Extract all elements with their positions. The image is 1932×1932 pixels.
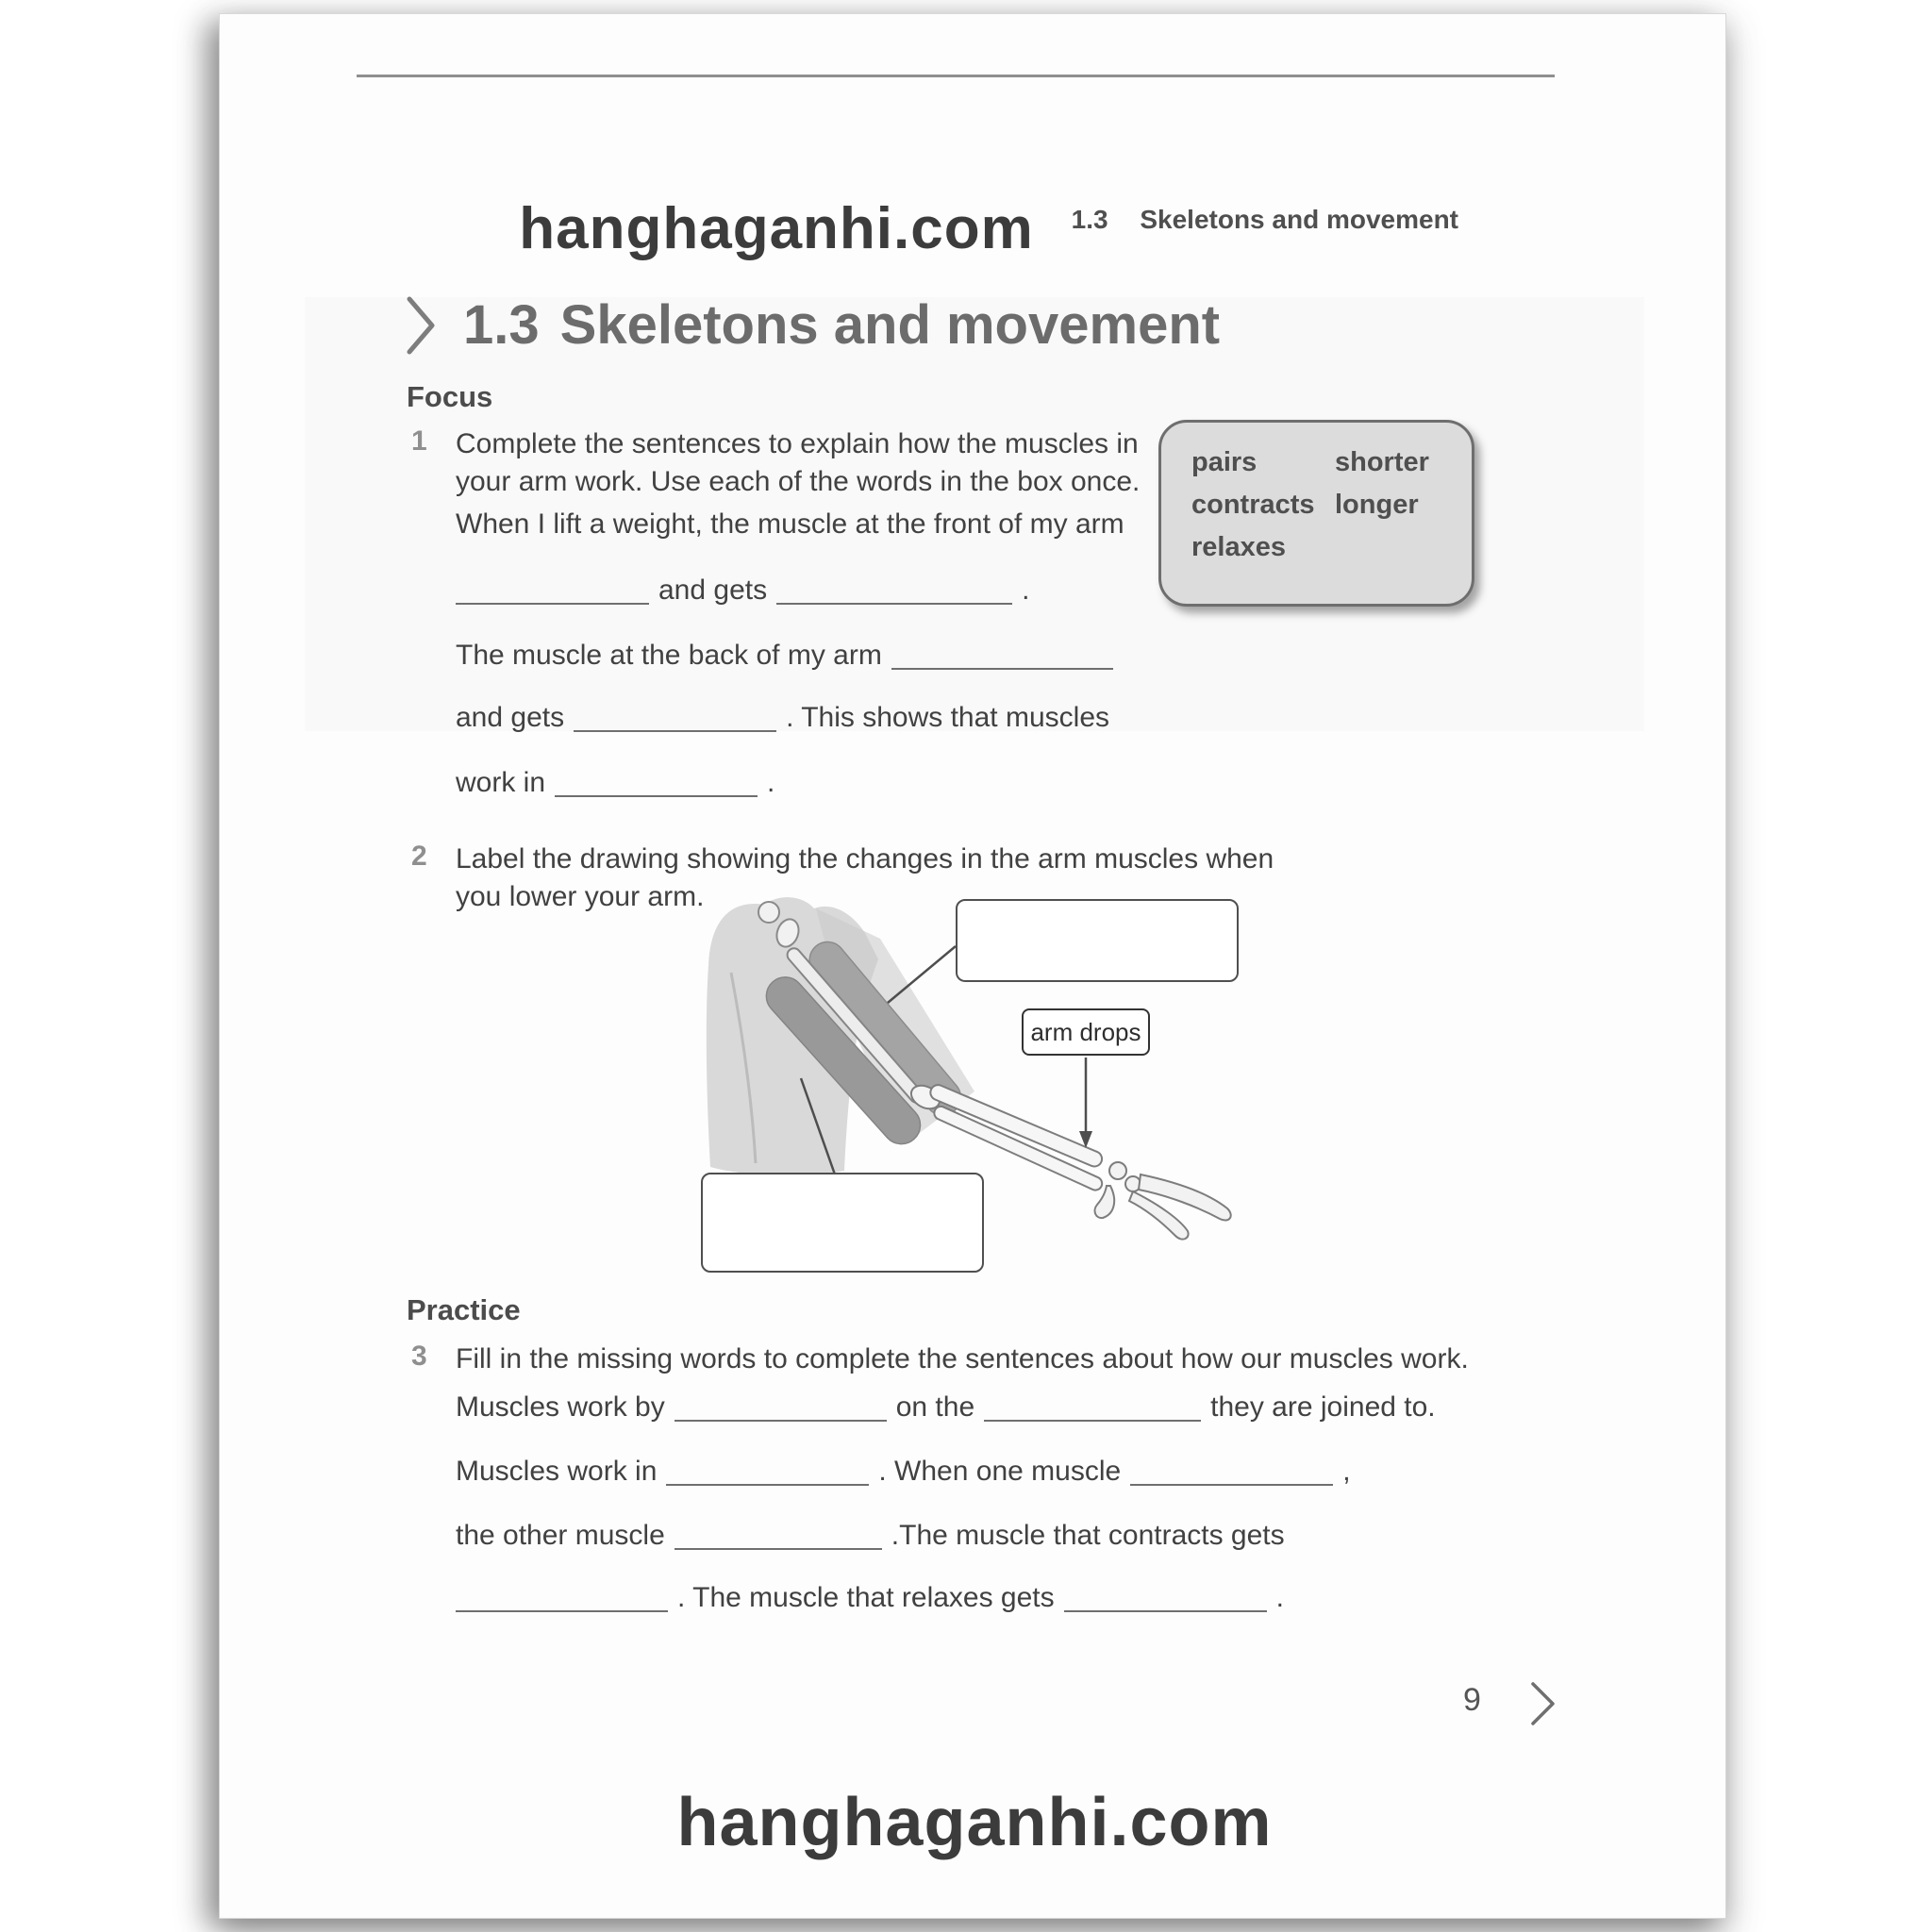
chevron-right-icon	[1529, 1680, 1557, 1727]
q3-s4-text: . The muscle that relaxes gets	[677, 1582, 1055, 1613]
answer-blank[interactable]	[1130, 1456, 1333, 1486]
q1-sentence-4-start: and gets	[456, 702, 565, 733]
wrist-bone	[1109, 1162, 1126, 1179]
answer-blank[interactable]	[675, 1391, 887, 1422]
running-head-title: Skeletons and movement	[1140, 205, 1458, 234]
answer-blank[interactable]	[666, 1456, 869, 1486]
q3-s2-text: Muscles work in	[456, 1456, 658, 1487]
answer-blank[interactable]	[456, 575, 649, 605]
chevron-right-icon	[405, 294, 439, 357]
q1-sentence-1-text: When I lift a weight, the muscle at the front of my arm	[456, 508, 1124, 540]
q1-sentence-3	[456, 640, 1123, 672]
page-title	[405, 293, 1220, 357]
question-1-prompt-line2: your arm work. Use each of the words in the box once.	[456, 466, 1141, 497]
question-2-prompt-line1: Label the drawing showing the changes in the arm muscles when	[456, 843, 1274, 874]
q3-s3-text: the other muscle	[456, 1520, 665, 1551]
q3-s2-text: . When one muscle	[878, 1456, 1122, 1487]
question-2-prompt-line2: you lower your arm.	[456, 881, 705, 912]
q1-sentence-4	[456, 702, 1109, 734]
question-1-prompt	[456, 425, 1140, 501]
running-head	[1072, 205, 1458, 235]
question-1-prompt-line1: Complete the sentences to explain how the muscles in	[456, 428, 1139, 459]
q3-sentence-1	[456, 1391, 1436, 1424]
q1-sentence-5-period: .	[767, 767, 775, 798]
q1-sentence-2	[456, 575, 1029, 607]
q1-sentence-2-text: and gets	[658, 575, 768, 606]
word-box	[1158, 420, 1474, 607]
q1-sentence-5	[456, 767, 774, 799]
answer-blank[interactable]	[776, 575, 1012, 605]
q3-s1-text: they are joined to.	[1210, 1391, 1436, 1423]
shoulder-bone	[758, 902, 779, 923]
title-text: Skeletons and movement	[559, 294, 1221, 356]
q3-s1-text: on the	[895, 1391, 975, 1423]
word-longer: longer	[1335, 490, 1419, 520]
q3-sentence-2	[456, 1456, 1351, 1488]
answer-blank[interactable]	[456, 1582, 668, 1612]
watermark-bottom: hanghaganhi.com	[676, 1785, 1273, 1860]
q3-s3-text: .The muscle that contracts gets	[891, 1520, 1285, 1551]
q3-s4-period: .	[1275, 1582, 1284, 1613]
workbook-page	[219, 13, 1726, 1919]
answer-blank[interactable]	[1064, 1582, 1267, 1612]
practice-heading: Practice	[407, 1293, 521, 1326]
answer-blank[interactable]	[675, 1520, 882, 1550]
label-box-bottom[interactable]	[701, 1173, 984, 1273]
q3-s1-text: Muscles work by	[456, 1391, 665, 1423]
answer-blank[interactable]	[555, 767, 758, 797]
focus-heading: Focus	[407, 380, 493, 413]
q3-sentence-3	[456, 1520, 1285, 1552]
answer-blank[interactable]	[891, 640, 1113, 670]
running-head-number: 1.3	[1071, 205, 1108, 234]
header-rule	[357, 75, 1555, 77]
question-1-number: 1	[411, 425, 427, 457]
label-box-top[interactable]	[956, 899, 1239, 982]
answer-blank[interactable]	[574, 702, 776, 732]
question-3-prompt: Fill in the missing words to complete the sentences about how our muscles work.	[456, 1343, 1469, 1374]
question-2-number: 2	[411, 841, 427, 872]
arm-drops-label: arm drops	[1022, 1008, 1150, 1056]
q3-sentence-4	[456, 1582, 1284, 1614]
answer-blank[interactable]	[984, 1391, 1201, 1422]
word-pairs: pairs	[1191, 447, 1257, 477]
q1-sentence-5-start: work in	[456, 767, 546, 798]
question-3-number: 3	[411, 1341, 427, 1372]
q1-sentence-2-period: .	[1022, 575, 1030, 606]
q3-s2-comma: ,	[1342, 1456, 1351, 1487]
word-shorter: shorter	[1335, 447, 1429, 477]
q1-sentence-3-text: The muscle at the back of my arm	[456, 640, 882, 671]
watermark-top: hanghaganhi.com	[519, 196, 1034, 261]
title-number: 1.3	[463, 294, 540, 356]
page-number: 9	[1463, 1682, 1481, 1718]
word-relaxes: relaxes	[1191, 532, 1286, 562]
q1-sentence-1	[456, 508, 1124, 541]
word-contracts: contracts	[1191, 490, 1315, 520]
q1-sentence-4-end: . This shows that muscles	[786, 702, 1109, 733]
